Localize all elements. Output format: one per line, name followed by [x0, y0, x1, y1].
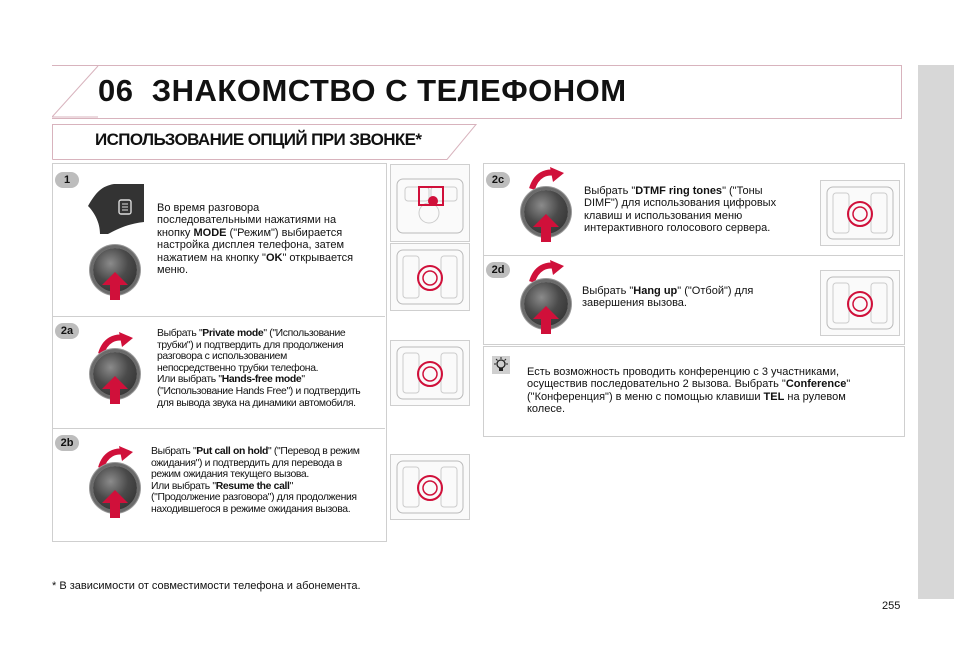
divider — [483, 255, 903, 256]
dashboard-thumbnail — [390, 243, 470, 311]
press-arrow-icon — [100, 268, 130, 304]
press-arrow-icon — [531, 302, 561, 338]
step-badge-1: 1 — [55, 172, 79, 188]
divider — [52, 316, 385, 317]
tip-text: Есть возможность проводить конференцию с 3 участниками, осуществив последовательно 2 вызова. Выбрать "Conference" ("Конференция") в меню с помощью клавиши TEL на рулевом колесе. — [527, 366, 851, 416]
step-2b-text: Выбрать "Put call on hold" ("Перевод в режим ожидания") и подтвердить для перевода в режим ожидания текущего вызова. Или выбрать "Resume the call" ("Продолжение разговора") для продолжения находившегося в режиме ожидания вызова. — [151, 446, 360, 515]
page-number: 255 — [882, 600, 901, 612]
side-tab — [918, 65, 954, 599]
press-arrow-icon — [100, 486, 130, 522]
dashboard-thumbnail — [820, 180, 900, 246]
dashboard-thumbnail — [390, 340, 470, 406]
step-badge-2b: 2b — [55, 435, 79, 451]
step-badge-2c: 2c — [486, 172, 510, 188]
steering-mode-button-icon — [86, 182, 146, 234]
step-2c-text: Выбрать "DTMF ring tones" ("Тоны DIMF") для использования цифровых клавиш и использования меню интерактивного голосового сервера. — [584, 185, 777, 235]
press-arrow-icon — [531, 210, 561, 246]
chapter-title — [98, 73, 627, 109]
press-arrow-icon — [100, 372, 130, 408]
header-corner-decoration — [52, 65, 100, 119]
step-badge-2a: 2a — [55, 323, 79, 339]
chapter-name: ЗНАКОМСТВО С ТЕЛЕФОНОМ — [151, 73, 627, 108]
dashboard-thumbnail — [820, 270, 900, 336]
chapter-number: 06 — [98, 73, 134, 108]
step-1-text: Во время разговора последовательными нажатиями на кнопку MODE ("Режим") выбирается настройка дисплея телефона, затем нажатием на кнопку "OK" открывается меню. — [157, 202, 354, 277]
dashboard-thumbnail — [390, 454, 470, 520]
dashboard-thumbnail — [390, 164, 470, 242]
step-2a-text: Выбрать "Private mode" ("Использование трубки") и подтвердить для продолжения разговора с использованием непосредственно трубки телефона. Или выбрать "Hands-free mode" ("Использование Hands Free") и подтвердить для вывода звука на динамики автомобиля. — [157, 328, 361, 409]
footnote: * В зависимости от совместимости телефона и абонемента. — [52, 580, 361, 592]
section-title: ИСПОЛЬЗОВАНИЕ ОПЦИЙ ПРИ ЗВОНКЕ* — [95, 130, 422, 149]
step-badge-2d: 2d — [486, 262, 510, 278]
lightbulb-icon — [492, 356, 510, 374]
step-2d-text: Выбрать "Hang up" ("Отбой") для завершения вызова. — [582, 285, 754, 310]
divider — [52, 428, 385, 429]
